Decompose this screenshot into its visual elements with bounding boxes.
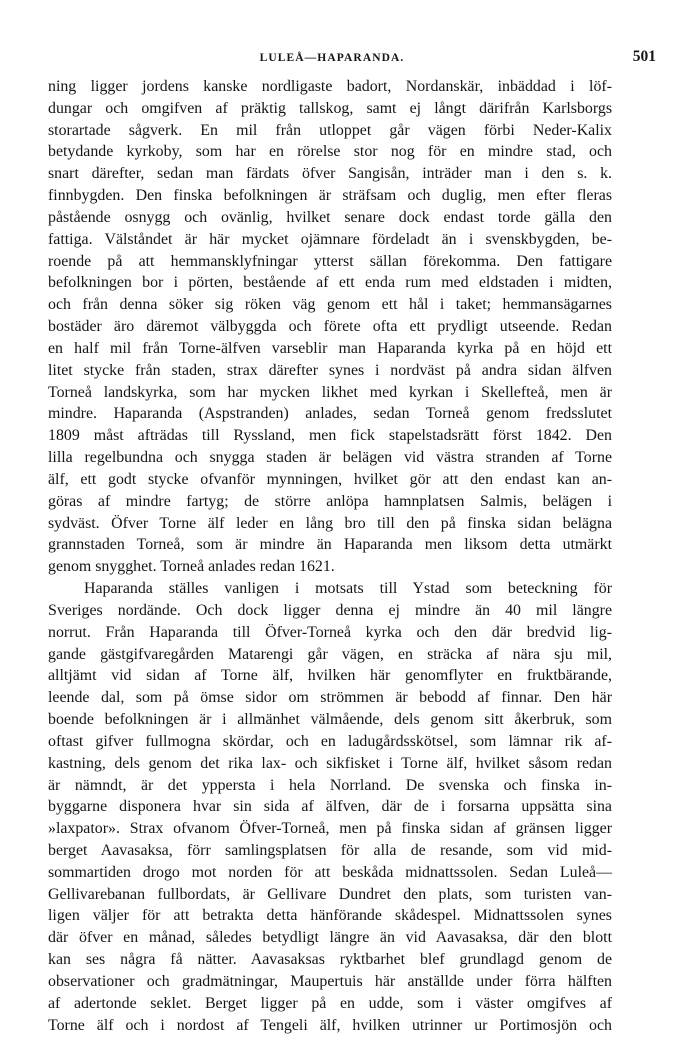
- text-line: berget Aavasaksa, förr samlingsplatsen för alla de resande, som vid mid-: [48, 841, 612, 859]
- text-line: Torneå landskyrka, som har mycken likhet med kyrkan i Skellefteå, men är: [48, 383, 612, 401]
- text-line: roende på att hemmansklyfningar ytterst sällan förekomma. Den fattigare: [48, 252, 612, 270]
- text-line: »laxpator». Strax ofvanom Öfver-Torneå, men på finska sidan af gränsen ligger: [48, 820, 612, 838]
- text-line: sydväst. Öfver Torne älf leder en lång bro till den på finska sidan belägna: [48, 514, 612, 532]
- text-line: litet stycke från staden, strax därefter synes i nordväst på andra sidan älfven: [48, 361, 612, 379]
- text-line: kan ses några få nätter. Aavasaksas ryktbarhet blef grundlagd genom de: [48, 951, 612, 969]
- text-line: snart därefter, sedan man färdats öfver Sangisån, inträder man i den s. k.: [48, 165, 612, 183]
- text-line: påstående osnygg och ovänlig, hvilket senare dock endast torde gälla den: [48, 208, 612, 226]
- text-line: af adertonde seklet. Berget ligger på en udde, som i väster omgifves af: [48, 994, 612, 1012]
- text-line: alltjämt vid sidan af Torne älf, hvilken här genomflyter en fruktbärande,: [48, 667, 612, 685]
- text-line: boende befolkningen är i allmänhet välmående, dels genom sitt åkerbruk, som: [48, 711, 612, 729]
- text-line: befolkningen bor i pörten, bestående af ett enda rum med eldstaden i midten,: [48, 274, 612, 292]
- text-line: och från denna söker sig röken väg genom ett hål i taket; hemmansägarnes: [48, 296, 612, 314]
- running-title: LULEÅ—HAPARANDA.: [259, 52, 405, 64]
- text-line: storartade sågverk. En mil från utloppet går vägen förbi Neder-Kalix: [48, 121, 612, 139]
- text-line: där öfver en månad, således betydligt längre än vid Aavasaksa, där den blott: [48, 929, 612, 947]
- text-line: en half mil från Torne-älfven varseblir man Haparanda kyrka på en höjd ett: [48, 339, 612, 357]
- text-line: ning ligger jordens kanske nordligaste badort, Nordanskär, inbäddad i löf-: [48, 78, 612, 95]
- text-line: grannstaden Torneå, som är mindre än Haparanda men liksom detta utmärkt: [48, 536, 612, 554]
- text-line: finnbygden. Den finska befolkningen är sträfsam och duglig, men efter fleras: [48, 187, 612, 205]
- paragraph-start-line: Haparanda ställes vanligen i motsats till Ystad som beteckning för: [84, 580, 612, 598]
- text-line: ligen väljer för att betrakta detta hänförande skådespel. Midnattssolen synes: [48, 907, 612, 925]
- page-number: 501: [632, 48, 656, 65]
- text-line: göras af mindre fartyg; de större anlöpa hamnplatsen Salmis, belägen i: [48, 492, 612, 510]
- paragraph-end-line: genom snygghet. Torneå anlades redan 1621.: [48, 558, 335, 576]
- text-line: lilla regelbundna och snygga staden är belägen vid västra stranden af Torne: [48, 449, 612, 467]
- text-line: norrut. Från Haparanda till Öfver-Torneå kyrka och den där bredvid lig-: [48, 623, 612, 641]
- text-line: dungar och omgifven af präktig tallskog, samt ej långt därifrån Karlsborgs: [48, 99, 612, 117]
- page-header: [48, 48, 656, 70]
- text-line: Torne älf och i nordost af Tengeli älf, hvilken utrinner ur Portimosjön och: [48, 1016, 612, 1034]
- text-line: observationer och gradmätningar, Maupertuis här anställde under förra hälften: [48, 972, 612, 990]
- text-line: fattiga. Välståndet är här mycket ojämnare fördeladt än i svenskbygden, be-: [48, 230, 612, 248]
- text-line: kastning, dels genom det rika lax- och sikfisket i Torne älf, hvilket såsom redan: [48, 754, 612, 772]
- text-line: älf, ett godt stycke ofvanför mynningen, hvilket gör att den endast kan an-: [48, 470, 612, 488]
- text-line: mindre. Haparanda (Aspstranden) anlades, sedan Torneå genom fredsslutet: [48, 405, 612, 423]
- text-line: är nämndt, är det yppersta i hela Norrland. De svenska och finska in-: [48, 776, 612, 794]
- text-line: bostäder äro däremot välbyggda och förete ofta ett prydligt utseende. Redan: [48, 318, 612, 336]
- text-line: 1809 måst afträdas till Ryssland, men fick stapelstadsrätt först 1842. Den: [48, 427, 612, 445]
- text-line: gande gästgifvaregården Matarengi går vägen, en sträcka af nära sju mil,: [48, 645, 612, 663]
- text-line: betydande kyrkoby, som har en rörelse stor nog för en mindre stad, och: [48, 143, 612, 161]
- text-line: oftast gifver fullmogna skördar, och en ladugårdsskötsel, som lämnar rik af-: [48, 732, 612, 750]
- text-line: Gellivarebanan fullbordats, är Gellivare Dundret den plats, som turisten van-: [48, 885, 612, 903]
- body-text: [48, 76, 612, 1036]
- text-line: leende dal, som på ömse sidor om strömmen är bebodd af finnar. Den här: [48, 689, 612, 707]
- text-line: Sveriges nordände. Och dock ligger denna ej mindre än 40 mil längre: [48, 601, 612, 619]
- text-line: byggarne disponera hvar sin sida af älfven, där de i forsarna uppsätta sina: [48, 798, 612, 816]
- text-line: sommartiden drogo mot norden för att beskåda midnattssolen. Sedan Luleå—: [48, 863, 612, 881]
